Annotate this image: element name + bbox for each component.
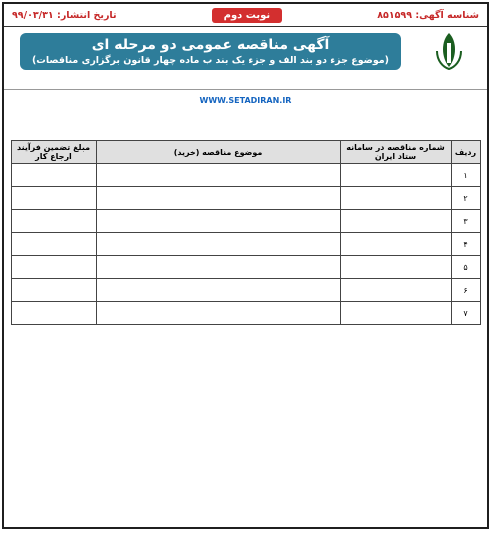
tender-code — [340, 302, 451, 325]
tender-subject — [96, 233, 340, 256]
guarantee-amount — [11, 164, 96, 187]
tender-table — [11, 140, 481, 325]
table-row — [11, 164, 480, 187]
tender-subject — [96, 164, 340, 187]
table-row — [11, 233, 480, 256]
row-number: ۶ — [451, 279, 480, 302]
tender-notice — [2, 2, 489, 529]
page-subtitle: (موضوع جزء دو بند الف و جزء یک بند ب ماده چهار قانون برگزاری مناقصات) — [31, 55, 390, 66]
guarantee-amount — [11, 256, 96, 279]
conditions-list — [4, 383, 487, 447]
row-number: ۵ — [451, 256, 480, 279]
row-number: ۷ — [451, 302, 480, 325]
table-row — [11, 279, 480, 302]
tender-subject — [96, 279, 340, 302]
organization-logo — [419, 31, 479, 85]
guarantee-amount — [11, 210, 96, 233]
tender-code — [340, 164, 451, 187]
guarantee-amount — [11, 233, 96, 256]
table-row — [11, 210, 480, 233]
col-tender-code: شماره مناقصه در سامانه ستاد ایران — [340, 141, 451, 164]
intro-paragraph — [4, 90, 487, 140]
top-bar — [4, 4, 487, 27]
guarantee-notes — [4, 325, 487, 383]
page-title: آگهی مناقصه عمومی دو مرحله ای — [91, 37, 330, 53]
row-number: ۱ — [451, 164, 480, 187]
row-number: ۴ — [451, 233, 480, 256]
portal-link[interactable]: WWW.SETADIRAN.IR — [199, 96, 292, 105]
table-row — [11, 302, 480, 325]
table-row — [11, 187, 480, 210]
col-row-number: ردیف — [451, 141, 480, 164]
emblem-icon — [431, 31, 467, 71]
tender-subject — [96, 256, 340, 279]
round-badge: نوبت دوم — [212, 8, 283, 23]
tender-subject — [96, 302, 340, 325]
tender-code — [340, 279, 451, 302]
publish-date: تاریخ انتشار: ۹۹/۰۳/۳۱ — [12, 9, 117, 21]
row-number: ۲ — [451, 187, 480, 210]
guarantee-amount — [11, 302, 96, 325]
tender-subject — [96, 210, 340, 233]
table-header-row — [11, 141, 480, 164]
tender-code — [340, 256, 451, 279]
row-number: ۳ — [451, 210, 480, 233]
ad-id: شناسه آگهی: ۸۵۱۵۹۹ — [377, 9, 479, 21]
signature-line — [4, 507, 487, 519]
header — [4, 27, 487, 90]
tender-code — [340, 187, 451, 210]
table-row — [11, 256, 480, 279]
tender-code — [340, 210, 451, 233]
guarantee-amount — [11, 279, 96, 302]
tender-code — [340, 233, 451, 256]
col-guarantee: مبلغ تضمین فرآیند ارجاع کار — [11, 141, 96, 164]
title-box — [20, 33, 401, 70]
guarantee-amount — [11, 187, 96, 210]
tender-subject — [96, 187, 340, 210]
col-subject: موضوع مناقصه (خرید) — [96, 141, 340, 164]
